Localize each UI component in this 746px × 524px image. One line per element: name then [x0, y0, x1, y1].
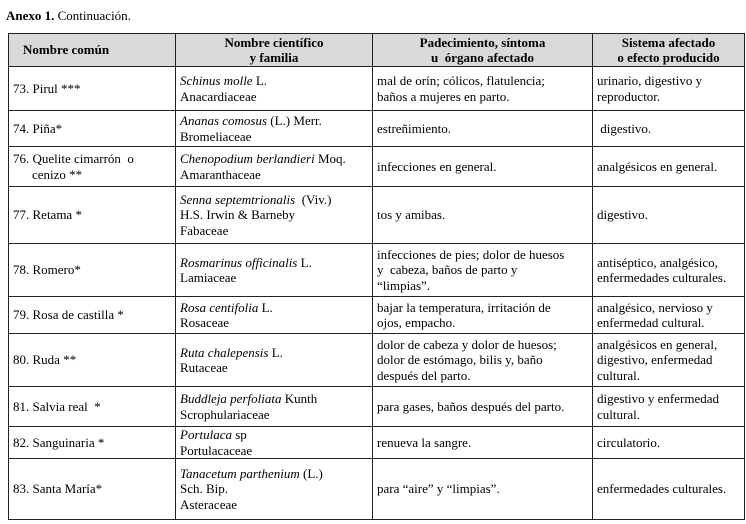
table-row [9, 67, 745, 111]
table-row [9, 111, 745, 147]
scientific-name-cell: Schinus molle L. Anacardiaceae [176, 67, 373, 111]
ailment-cell: renueva la sangre. [373, 427, 593, 459]
ailment-cell: mal de orín; cólicos, flatulencia; baños a mujeres en parto. [373, 67, 593, 111]
ailment-cell: tos y amibas. [373, 187, 593, 244]
caption-text: Continuación. [54, 8, 131, 23]
system-cell: analgésicos en general. [593, 147, 745, 187]
caption-label: Anexo 1. [6, 8, 55, 23]
table-row [9, 244, 745, 297]
system-cell: antiséptico, analgésico, enfermedades culturales. [593, 244, 745, 297]
scientific-name-cell: Ruta chalepensis L. Rutaceae [176, 334, 373, 387]
ailment-cell: dolor de cabeza y dolor de huesos; dolor de estómago, bilis y, baño después del parto. [373, 334, 593, 387]
system-cell: enfermedades culturales. [593, 459, 745, 520]
table-row [9, 387, 745, 427]
common-name-cell: 74. Piña* [9, 111, 176, 147]
plant-table [8, 33, 745, 520]
system-cell: analgésico, nervioso y enfermedad cultural. [593, 297, 745, 334]
table-row [9, 147, 745, 187]
ailment-cell: para gases, baños después del parto. [373, 387, 593, 427]
common-name-cell: 76. Quelite cimarrón o cenizo ** [9, 147, 176, 187]
system-cell: digestivo. [593, 187, 745, 244]
common-name-cell: 77. Retama * [9, 187, 176, 244]
scientific-name-cell: Senna septemtrionalis (Viv.) H.S. Irwin & Barneby Fabaceae [176, 187, 373, 244]
system-cell: urinario, digestivo y reproductor. [593, 67, 745, 111]
scientific-name-cell: Chenopodium berlandieri Moq. Amaranthaceae [176, 147, 373, 187]
header-row [9, 34, 745, 67]
header-padecimiento: Padecimiento, síntoma u órgano afectado [373, 34, 593, 67]
scientific-name-cell: Rosa centifolia L. Rosaceae [176, 297, 373, 334]
header-sistema: Sistema afectado o efecto producido [593, 34, 745, 67]
system-cell: digestivo y enfermedad cultural. [593, 387, 745, 427]
header-nombre-cientifico: Nombre científico y familia [176, 34, 373, 67]
scientific-name-cell: Ananas comosus (L.) Merr. Bromeliaceae [176, 111, 373, 147]
table-row [9, 187, 745, 244]
scientific-name-cell: Portulaca sp Portulacaceae [176, 427, 373, 459]
common-name-cell: 78. Romero* [9, 244, 176, 297]
common-name-cell: 83. Santa María* [9, 459, 176, 520]
scientific-name-cell: Tanacetum parthenium (L.) Sch. Bip. Asteraceae [176, 459, 373, 520]
scientific-name-cell: Rosmarinus officinalis L. Lamiaceae [176, 244, 373, 297]
table-caption [6, 8, 131, 24]
ailment-cell: infecciones en general. [373, 147, 593, 187]
system-cell: analgésicos en general, digestivo, enfermedad cultural. [593, 334, 745, 387]
common-name-cell: 73. Pirul *** [9, 67, 176, 111]
common-name-cell: 81. Salvia real * [9, 387, 176, 427]
system-cell: circulatorio. [593, 427, 745, 459]
table-row [9, 334, 745, 387]
common-name-cell: 79. Rosa de castilla * [9, 297, 176, 334]
ailment-cell: infecciones de pies; dolor de huesos y cabeza, baños de parto y “limpias”. [373, 244, 593, 297]
common-name-cell: 82. Sanguinaria * [9, 427, 176, 459]
common-name-cell: 80. Ruda ** [9, 334, 176, 387]
table-row [9, 427, 745, 459]
ailment-cell: estreñimiento. [373, 111, 593, 147]
ailment-cell: bajar la temperatura, irritación de ojos, empacho. [373, 297, 593, 334]
header-nombre-comun: Nombre común [9, 34, 176, 67]
scientific-name-cell: Buddleja perfoliata Kunth Scrophulariaceae [176, 387, 373, 427]
table-row [9, 459, 745, 520]
ailment-cell: para “aire” y “limpias”. [373, 459, 593, 520]
system-cell: digestivo. [593, 111, 745, 147]
table-row [9, 297, 745, 334]
